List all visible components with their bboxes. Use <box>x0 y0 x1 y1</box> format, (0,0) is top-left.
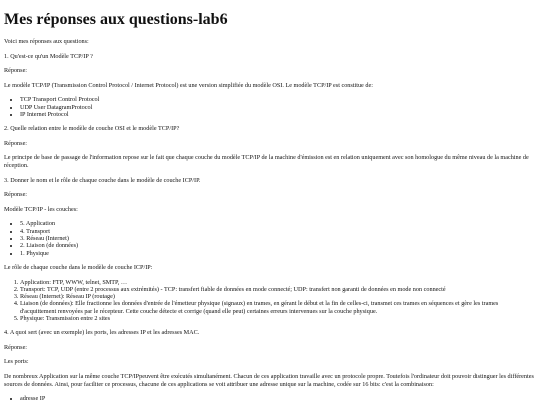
question-4: 4. A quoi sert (avec un exemple) les ports, les adresses IP et les adresses MAC. <box>4 329 200 337</box>
answer-4-text: De nombreux Application sur la même couche TCP/IPpeuvent être exécutés simultanément. Chacun de ces application travaille avec un protocole propre. Toutefois l'ordinateur doit pouvoir distinguer les différentes sources de données. Ainsi, pour faciliter ce processus, chacune de ces applications se voit attribuer une adresse unique sur la machine, codée sur 16 bits: c'est la combinaison: <box>4 373 534 388</box>
list-item: • 1. Physique <box>20 250 536 257</box>
answer-2-label: Réponse: <box>4 139 28 147</box>
answer-1-list <box>4 96 536 118</box>
answer-3-label: Réponse: <box>4 191 28 199</box>
list-item: • adresse IP <box>20 395 536 402</box>
list-item: 2. Transport: TCP, UDP (entre 2 processus aux extrémités) - TCP: transfert fiable de données en mode connecté; UDP: transfert non garanti de données en mode non connecté <box>20 286 536 293</box>
question-2: 2. Quelle relation entre le modèle de couche OSI et le modèle TCP/IP? <box>4 125 180 133</box>
list-item: 3. Réseau (Internet): Réseau IP (routage) <box>20 293 536 300</box>
list-item: 5. Physique: Transmission entre 2 sites <box>20 315 536 322</box>
answer-3-roles-list <box>4 279 536 323</box>
answer-4-list <box>4 395 536 402</box>
answer-4-label: Réponse: <box>4 343 28 351</box>
list-item: • 5. Application <box>20 220 536 227</box>
answer-1-label: Réponse: <box>4 67 28 75</box>
list-item: • UDP User DatagramProtocol <box>20 104 536 111</box>
list-item: • 3. Réseau (Internet) <box>20 235 536 242</box>
question-1: 1. Qu'est-ce qu'un Modèle TCP/IP ? <box>4 52 93 60</box>
list-item: • 2. Liaison (de données) <box>20 242 536 249</box>
list-item: 4. Liaison (de données): Elle fractionne les données d'entrée de l'émetteur physique (signaux) en trames, en gérant le début et la fin de celles-ci, transmet ces trames en séquences et gère les trames d'acquittement renvoyées par le récepteur. Cette couche détecte et corrige (quand elle peut) certaines erreurs intervenues sur la couche physique. <box>20 300 536 315</box>
page-title: Mes réponses aux questions-lab6 <box>4 11 228 28</box>
list-item: 1. Application: FTP, WWW, telnet, SMTP, … <box>20 279 536 286</box>
question-3: 3. Donner le nom et le rôle de chaque couche dans le modèle de couche ICP/IP. <box>4 176 201 184</box>
answer-1-text: Le modèle TCP/IP (Transmission Control Protocol / Internet Protocol) est une version simplifiée du modèle OSI. Le modèle TCP/IP est constitue de: <box>4 81 373 89</box>
answer-4-subheading: Les ports: <box>4 358 29 366</box>
list-item: • TCP Transport Control Protocol <box>20 96 536 103</box>
answer-3-layers-list <box>4 220 536 256</box>
answer-2-text: Le principe de base de passage de l'information repose sur le fait que chaque couche du modèle TCP/IP de la machine d'émission est en relation uniquement avec son homologue du même niveau de la machine de réception. <box>4 154 529 170</box>
list-item: • 4. Transport <box>20 228 536 235</box>
list-item: • IP Internet Protocol <box>20 111 536 118</box>
answer-3-roles-intro: Le rôle de chaque couche dans le modèle de couche ICP/IP: <box>4 263 153 271</box>
answer-3-text: Modèle TCP/IP - les couches: <box>4 205 78 213</box>
intro-text: Voici mes réponses aux questions: <box>4 38 89 45</box>
